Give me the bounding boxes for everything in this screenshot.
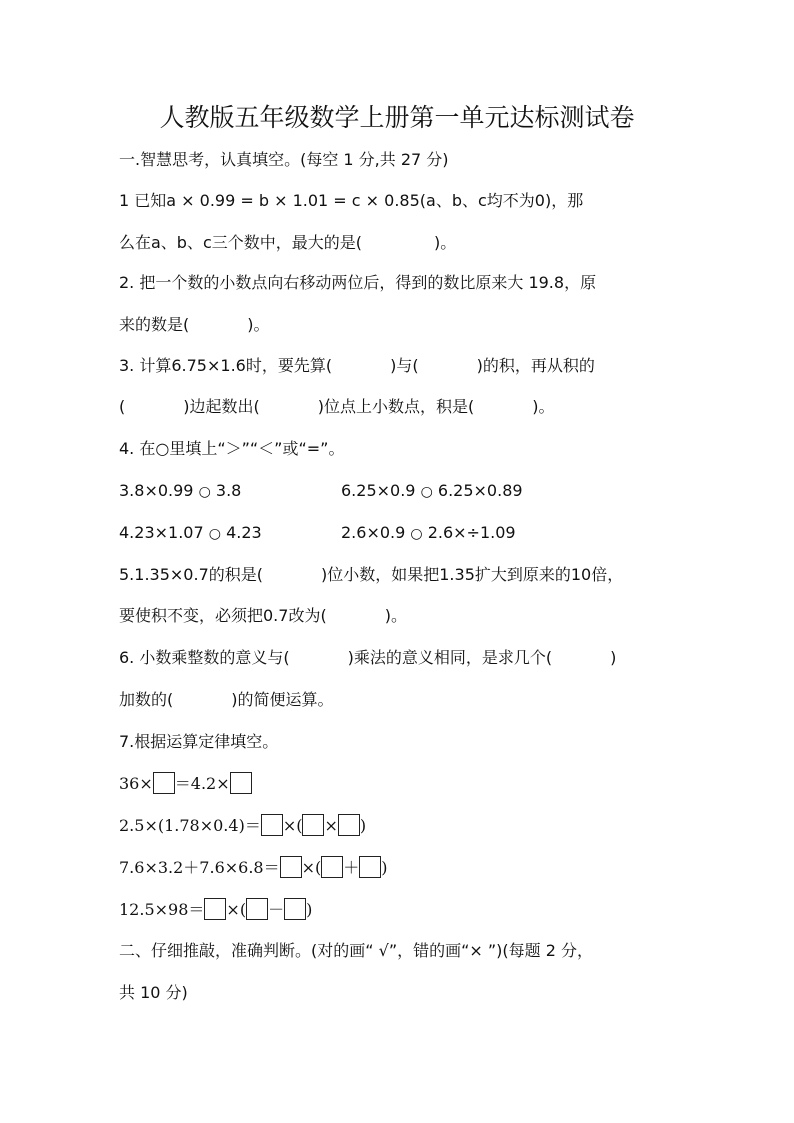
q4-row2-left — [119, 522, 262, 545]
q4-expr: 4.23 — [226, 523, 262, 542]
section2-heading-cont: 共 10 分) — [119, 983, 188, 1002]
answer-box[interactable] — [302, 814, 324, 836]
q4-row1-left — [119, 480, 241, 503]
q7-expression-1 — [119, 772, 252, 795]
q2-text-end: )。 — [247, 315, 270, 334]
q7-text: 36× — [119, 774, 153, 793]
q4-expr: 2.6×÷1.09 — [427, 523, 516, 542]
q5-text-b: )位小数，如果把1.35扩大到原来的10倍， — [321, 565, 624, 584]
q3-line2 — [119, 396, 555, 418]
answer-box[interactable] — [153, 772, 175, 794]
q7-text: 2.5×(1.78×0.4)＝ — [119, 816, 261, 835]
answer-box[interactable] — [338, 814, 360, 836]
q6-line2 — [119, 689, 334, 711]
q1-text-end: )。 — [434, 233, 457, 252]
q4-row1-right — [341, 480, 523, 503]
q3-text-c: )与( — [390, 356, 419, 375]
answer-box[interactable] — [359, 856, 381, 878]
q6-text-b: )乘法的意义相同，是求几个( — [347, 648, 553, 667]
q5-text-a: 5.1.35×0.7的积是( — [119, 565, 263, 584]
q3-line1 — [119, 355, 595, 377]
answer-box[interactable] — [230, 772, 252, 794]
q3-text-g: )位点上小数点，积是( — [317, 397, 475, 416]
q5-text-d: )。 — [384, 606, 407, 625]
q7-heading: 7.根据运算定律填空。 — [119, 732, 279, 751]
q5-line2 — [119, 605, 407, 627]
q4-expr: 4.23×1.07 — [119, 523, 204, 542]
q2-line2 — [119, 314, 270, 336]
q5-line1 — [119, 564, 623, 586]
q2-text: 来的数是( — [119, 315, 190, 334]
q4-expr: 3.8×0.99 — [119, 481, 194, 500]
answer-box[interactable] — [321, 856, 343, 878]
q3-text-f: )边起数出( — [183, 397, 260, 416]
q6-text-a: 6. 小数乘整数的意义与( — [119, 648, 290, 667]
q4-expr: 2.6×0.9 — [341, 523, 406, 542]
q7-text: 12.5×98＝ — [119, 900, 205, 919]
compare-circle-icon[interactable]: ○ — [208, 526, 221, 542]
q3-text-b: 时，要先算( — [245, 356, 333, 375]
answer-box[interactable] — [284, 898, 306, 920]
q7-text: ＋ — [343, 858, 360, 877]
answer-box[interactable] — [246, 898, 268, 920]
q7-text: ) — [359, 816, 367, 835]
q4-expr: 6.25×0.89 — [437, 481, 523, 500]
q7-text: 7.6×3.2＋7.6×6.8＝ — [119, 858, 280, 877]
q7-expression-4 — [119, 898, 312, 921]
answer-box[interactable] — [204, 898, 226, 920]
q7-text: × — [324, 816, 338, 835]
q7-expression-2 — [119, 814, 366, 837]
q1-line2 — [119, 232, 456, 254]
q7-expression-3 — [119, 856, 388, 879]
q3-text-a: 3. 计算 — [119, 356, 172, 375]
q7-text: － — [268, 900, 285, 919]
q3-text-d: )的积，再从积的 — [476, 356, 595, 375]
q6-text-c: ) — [610, 648, 617, 667]
q5-text-c: 要使积不变，必须把0.7改为( — [119, 606, 327, 625]
compare-circle-icon[interactable]: ○ — [198, 484, 211, 500]
compare-circle-icon[interactable]: ○ — [410, 526, 423, 542]
q4-heading: 4. 在○里填上“＞”“＜”或“=”。 — [119, 439, 345, 458]
q4-expr: 6.25×0.9 — [341, 481, 416, 500]
q7-text: ＝4.2× — [174, 774, 230, 793]
q6-text-d: 加数的( — [119, 690, 174, 709]
q4-row2-right — [341, 522, 516, 545]
q1-line1: 1 已知a × 0.99 = b × 1.01 = c × 0.85(a、b、c均不为0)，那 — [119, 191, 584, 210]
q3-expression: 6.75×1.6 — [171, 356, 246, 375]
q4-expr: 3.8 — [215, 481, 242, 500]
section1-heading: 一.智慧思考，认真填空。(每空 1 分,共 27 分) — [119, 150, 449, 169]
q2-line1: 2. 把一个数的小数点向右移动两位后，得到的数比原来大 19.8，原 — [119, 273, 597, 292]
q3-text-e: ( — [119, 397, 126, 416]
compare-circle-icon[interactable]: ○ — [420, 484, 433, 500]
q7-text: ×( — [226, 900, 247, 919]
q7-text: ×( — [282, 816, 303, 835]
q3-text-h: )。 — [532, 397, 555, 416]
section2-heading: 二、仔细推敲，准确判断。(对的画“ √”，错的画“× ”)(每题 2 分， — [119, 941, 594, 960]
answer-box[interactable] — [280, 856, 302, 878]
q1-text: 么在a、b、c三个数中，最大的是( — [119, 233, 363, 252]
q7-text: ×( — [301, 858, 322, 877]
q6-line1 — [119, 647, 616, 669]
q7-text: ) — [306, 900, 313, 919]
q7-text: ) — [381, 858, 388, 877]
q6-text-e: )的简便运算。 — [231, 690, 334, 709]
page-title: 人教版五年级数学上册第一单元达标测试卷 — [159, 103, 635, 132]
answer-box[interactable] — [261, 814, 283, 836]
